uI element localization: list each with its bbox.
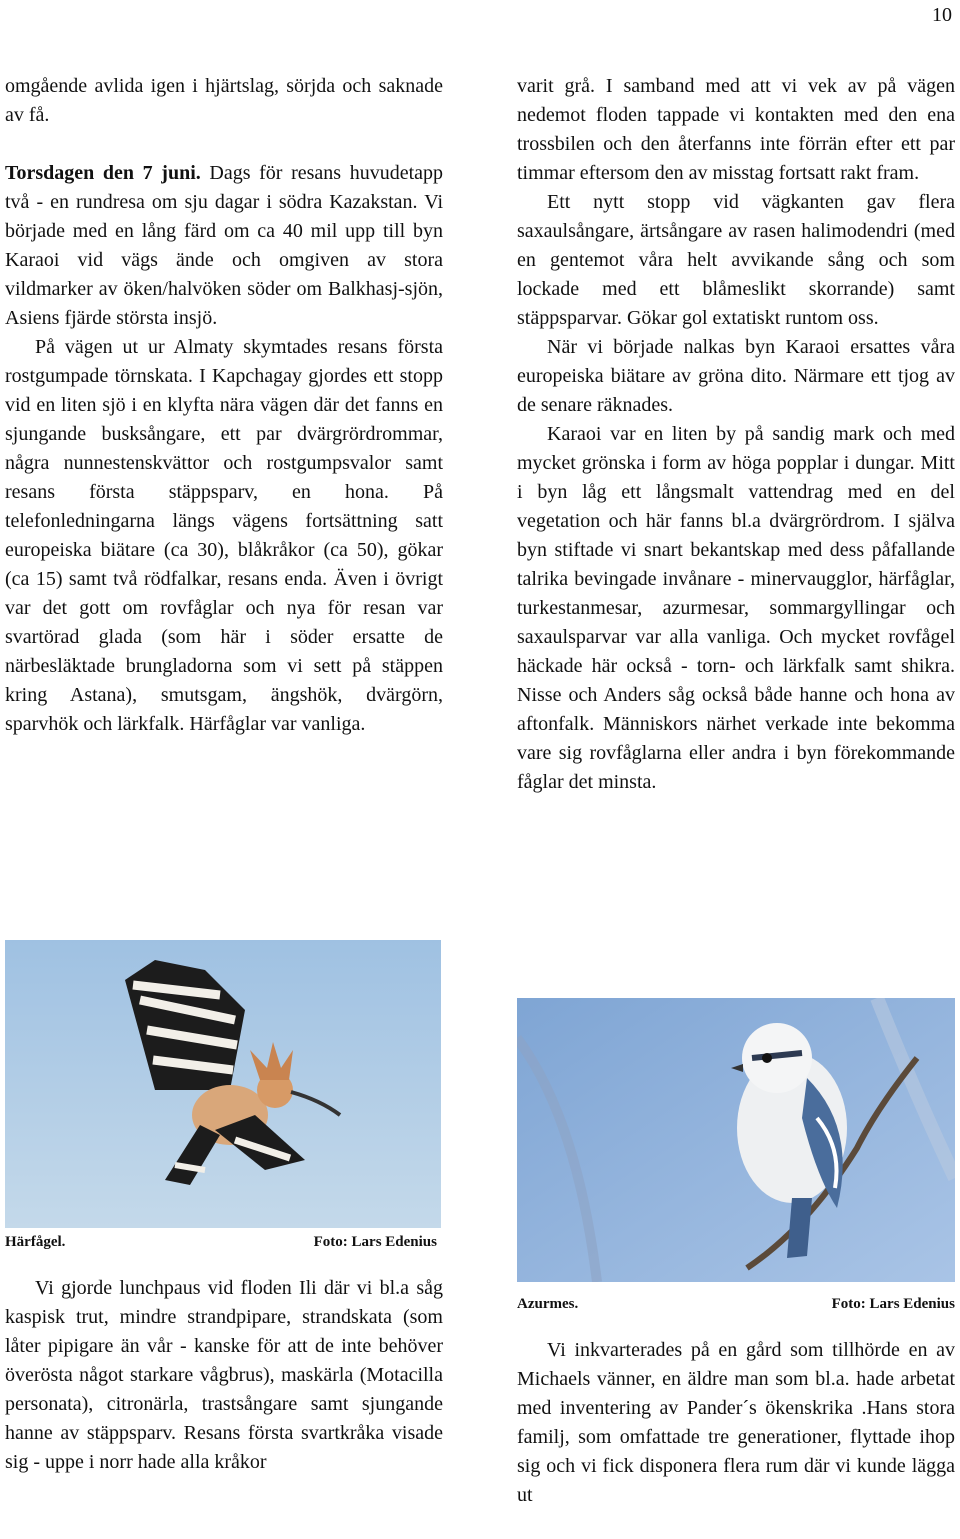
paragraph: Torsdagen den 7 juni. Dags för resans huvudetapp två - en rundresa om sju dagar i södra Kazakstan. Vi började med en lång färd om ca 40 mil upp till byn Karaoi vid vägs ände och omgiven av stora vildmarker av öken/halvöken söder om Balkhasj-sjön, Asiens fjärde största insjö.	[5, 162, 443, 329]
left-bottom-text	[5, 1274, 443, 1477]
right-column-text	[517, 72, 955, 797]
azure-tit-photo	[517, 998, 955, 1282]
paragraph: Karaoi var en liten by på sandig mark och med mycket grönska i form av höga popplar i dungar. Mitt i byn låg ett långsmalt vattendrag med en del vegetation och här fanns bl.a dvärgrördrom. I själva byn stiftade vi snart bekantskap med dess påfallande talrika bevingade invånare - minervaugglor, härfåglar, turkestanmesar, azurmesar, sommargyllingar och saxaulsparvar var alla vanliga. Och mycket rovfågel häckade här också - torn- och lärkfalk samt shikra. Nisse och Anders såg också både hanne och hona av aftonfalk. Människors närhet verkade inte bekomma vare sig rovfåglarna eller andra i byn förekommande fåglar det minsta.	[517, 423, 955, 793]
photo-credit: Foto: Lars Edenius	[313, 1234, 437, 1250]
left-column-text	[5, 72, 443, 739]
hoopoe-photo	[5, 940, 441, 1228]
hoopoe-caption	[5, 1234, 437, 1251]
paragraph: Ett nytt stopp vid vägkanten gav flera saxaulsångare, ärtsångare av rasen halimodendri (med en gentemot våra helt avvikande sång och som lockade med ett blåmeslikt skorrande) samt stäppsparvar. Gökar gol extatiskt runtom oss.	[517, 191, 955, 329]
azure-tit-photo-icon	[517, 998, 955, 1282]
page-number: 10	[932, 4, 952, 26]
paragraph: När vi började nalkas byn Karaoi ersattes våra europeiska biätare av gröna dito. Närmare ett tjog av de senare räknades.	[517, 336, 955, 416]
paragraph: Vi gjorde lunchpaus vid floden Ili där vi bl.a såg kaspisk trut, mindre strandpipare, strandskata (som låter pipigare än vår - kanske för att de inte behöver överösta något starkare vågbrus), maskärla (Motacilla personata), citronärla, trastsångare samt sjungande hanne av stäppsparv. Resans första svartkråka visade sig - uppe i norr hade alla kråkor	[5, 1277, 443, 1473]
photo-credit: Foto: Lars Edenius	[831, 1296, 955, 1312]
caption-title: Azurmes.	[517, 1296, 579, 1312]
paragraph: omgående avlida igen i hjärtslag, sörjda och saknade av få.	[5, 75, 443, 126]
azure-tit-caption	[517, 1296, 955, 1313]
right-bottom-text	[517, 1336, 955, 1510]
date-heading: Torsdagen den 7 juni.	[5, 162, 201, 184]
caption-title: Härfågel.	[5, 1234, 66, 1250]
paragraph: På vägen ut ur Almaty skymtades resans första rostgumpade törnskata. I Kapchagay gjordes ett stopp vid en liten sjö i en klyfta nära vägen där det fanns en sjungande busksångare, ett par dvärgrördrommar, några nunnestenskvättor och rostgumpsvalor samt resans första stäppsparv, en hona. På telefonledningarna längs vägens fortsättning satt europeiska biätare (ca 30), blåkråkor (ca 50), gökar (ca 15) samt två rödfalkar, resans enda. Även i övrigt var det gott om rovfåglar och nya för resan var svartörad glada (som här i söder ersatte de närbesläktade brungladorna som vi sett på stäppen kring Astana), smutsgam, ängshök, dvärgörn, sparvhök och lärkfalk. Härfåglar var vanliga.	[5, 336, 443, 735]
paragraph: Vi inkvarterades på en gård som tillhörde en av Michaels vänner, en äldre man som bl.a. hade arbetat med inventering av Pander´s ökenskrika .Hans stora familj, som omfattade tre generationer, flyttade ihop sig och vi fick disponera flera rum där vi kunde lägga ut	[517, 1339, 955, 1506]
paragraph: varit grå. I samband med att vi vek av på vägen nedemot floden tappade vi kontakten med den ena trossbilen och den återfanns inte förrän efter ett par timmar eftersom den av misstag fortsatt rakt fram.	[517, 75, 955, 184]
hoopoe-photo-icon	[5, 940, 441, 1228]
